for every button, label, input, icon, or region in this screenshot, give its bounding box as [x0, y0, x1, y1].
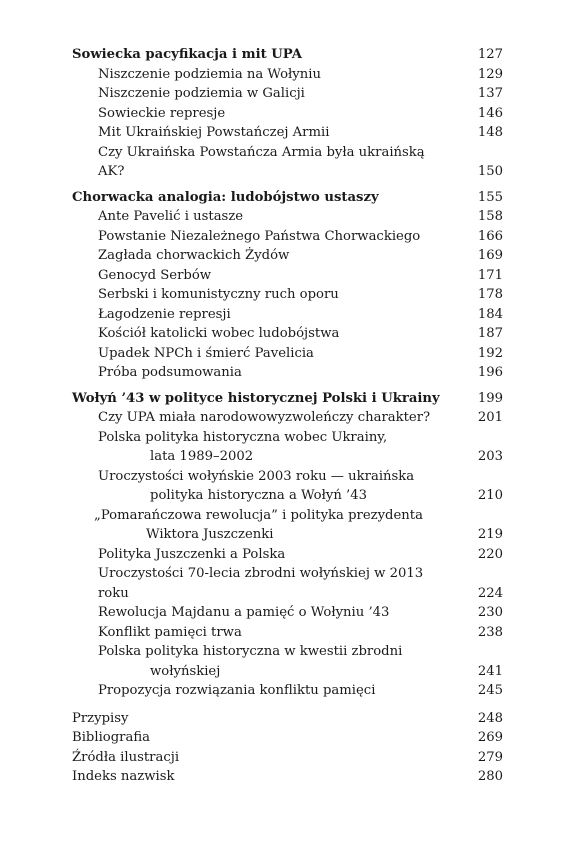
toc-entry[interactable] [72, 143, 503, 182]
toc-entry[interactable] [72, 65, 503, 85]
entry-title-continuation: lata 1989–2002 [150, 449, 254, 464]
entry-title: Zagłada chorwackich Żydów [98, 248, 290, 263]
page-number: 169 [477, 248, 503, 263]
toc-entry[interactable] [72, 623, 503, 643]
entry-title: Sowieckie represje [98, 105, 226, 121]
toc-entry[interactable] [72, 123, 503, 143]
toc-chapter[interactable] [72, 45, 503, 65]
page-number: 279 [477, 749, 503, 765]
page-number: 127 [477, 47, 503, 62]
entry-title: Polityka Juszczenki a Polska [98, 546, 286, 562]
entry-title: Polska polityka historyczna w kwestii zbrodni [98, 644, 403, 659]
entry-title-continuation: wołyńskiej [150, 663, 221, 679]
entry-title: Rewolucja Majdanu a pamięć o Wołyniu ’43 [98, 605, 390, 620]
toc-entry[interactable] [72, 104, 503, 124]
page-number: 280 [477, 769, 503, 784]
toc-entry[interactable] [72, 344, 503, 364]
page-number: 146 [477, 105, 503, 121]
page-number: 224 [477, 585, 503, 601]
page-number: 238 [477, 624, 503, 640]
chapter-title: Chorwacka analogia: ludobójstwo ustaszy [72, 189, 379, 205]
page-number: 203 [477, 449, 503, 464]
page-number: 245 [477, 683, 503, 698]
toc-chapter[interactable] [72, 389, 503, 409]
toc-entry[interactable] [72, 305, 503, 325]
entry-title: Niszczenie podziemia na Wołyniu [98, 66, 321, 82]
toc-entry[interactable] [72, 408, 503, 428]
entry-title-continuation: Wiktora Juszczenki [146, 527, 274, 542]
page-number: 230 [477, 605, 503, 620]
page-number: 199 [477, 390, 503, 406]
toc-back-matter[interactable] [72, 728, 503, 748]
page-number: 196 [477, 365, 503, 380]
page-number: 241 [477, 663, 503, 679]
toc-entry[interactable] [72, 207, 503, 227]
entry-title: Serbski i komunistyczny ruch oporu [98, 287, 339, 302]
entry-title-continuation: polityka historyczna a Wołyń ’43 [150, 488, 368, 503]
page-number: 248 [477, 710, 503, 726]
page-number: 148 [477, 125, 503, 140]
toc-entry[interactable] [72, 545, 503, 565]
toc-entry[interactable] [72, 84, 503, 104]
page-number: 220 [477, 546, 503, 562]
entry-title: Ante Pavelić i ustasze [98, 209, 244, 224]
toc-entry[interactable] [72, 428, 503, 467]
toc-back-matter[interactable] [72, 767, 503, 787]
page-number: 184 [477, 306, 503, 322]
page-number: 129 [477, 66, 503, 82]
entry-title: „Pomarańczowa rewolucja” i polityka prezydenta [94, 507, 423, 523]
page-number: 192 [477, 345, 503, 361]
page-number: 210 [477, 488, 503, 503]
chapter-title: Wołyń ’43 w polityce historycznej Polski i Ukrainy [72, 390, 440, 406]
entry-title: Konflikt pamięci trwa [98, 624, 242, 640]
toc-entry[interactable] [72, 467, 503, 506]
toc-entry[interactable] [72, 681, 503, 701]
toc-entry[interactable] [72, 603, 503, 623]
entry-title: Niszczenie podziemia w Galicji [98, 86, 305, 101]
toc-entry[interactable] [72, 642, 503, 681]
toc-entry[interactable] [72, 227, 503, 247]
toc-entry[interactable] [72, 506, 503, 545]
entry-title: Upadek NPCh i śmierć Pavelicia [98, 345, 314, 361]
toc-entry[interactable] [72, 363, 503, 383]
page-number: 155 [477, 189, 503, 205]
toc-entry[interactable] [72, 564, 503, 603]
page-number: 150 [477, 164, 503, 179]
page-number: 178 [477, 287, 503, 302]
page-number: 269 [477, 730, 503, 745]
entry-title: Uroczystości wołyńskie 2003 roku — ukraińska [98, 468, 415, 484]
toc-back-matter[interactable] [72, 748, 503, 768]
toc-entry[interactable] [72, 285, 503, 305]
entry-title: Genocyd Serbów [98, 267, 212, 283]
entry-title: Przypisy [72, 710, 129, 726]
toc-chapter[interactable] [72, 188, 503, 208]
chapter-title: Sowiecka pacyfikacja i mit UPA [72, 47, 302, 62]
toc-back-matter[interactable] [72, 709, 503, 729]
page-number: 171 [477, 267, 503, 283]
page-number: 166 [477, 228, 503, 244]
entry-title: Kościół katolicki wobec ludobójstwa [98, 326, 340, 341]
page-number: 158 [477, 209, 503, 224]
table-of-contents [72, 45, 503, 787]
entry-title: Uroczystości 70-lecia zbrodni wołyńskiej w 2013 roku [98, 566, 424, 601]
page-number: 201 [477, 410, 503, 425]
entry-title: Źródła ilustracji [72, 749, 180, 765]
page-number: 137 [477, 86, 503, 101]
entry-title: Powstanie Niezależnego Państwa Chorwackiego [98, 228, 421, 244]
entry-title: Próba podsumowania [98, 365, 242, 380]
entry-title: Propozycja rozwiązania konfliktu pamięci [98, 683, 376, 698]
entry-title: Indeks nazwisk [72, 769, 175, 784]
toc-entry[interactable] [72, 246, 503, 266]
page-number: 219 [477, 527, 503, 542]
entry-title: Czy UPA miała narodowowyzwoleńczy charakter? [98, 410, 431, 425]
entry-title: Łagodzenie represji [98, 306, 231, 322]
entry-title: Mit Ukraińskiej Powstańczej Armii [98, 125, 330, 140]
entry-title: Bibliografia [72, 730, 150, 745]
entry-title: Polska polityka historyczna wobec Ukrainy, [98, 429, 388, 445]
toc-entry[interactable] [72, 266, 503, 286]
toc-entry[interactable] [72, 324, 503, 344]
entry-title: Czy Ukraińska Powstańcza Armia była ukraińską AK? [98, 144, 425, 179]
page-number: 187 [477, 326, 503, 341]
